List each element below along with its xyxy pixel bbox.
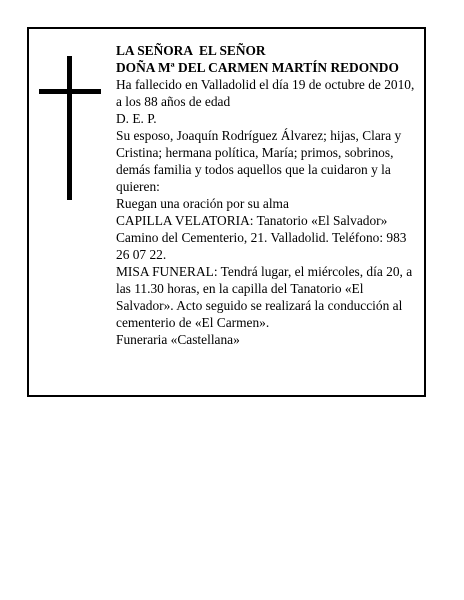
funeral-home: Funeraria «Castellana» xyxy=(116,332,240,347)
dep-line: D. E. P. xyxy=(116,111,157,126)
title-line: LA SEÑORA EL SEÑOR xyxy=(116,43,266,58)
death-info: Ha fallecido en Valladolid el día 19 de octubre de 2010, a los 88 años de edad xyxy=(116,77,415,109)
funeral-mass-info: MISA FUNERAL: Tendrá lugar, el miércoles, día 20, a las 11.30 horas, en la capilla del Tanatorio «El Salvador». Acto seguido se realizará la conducción al cementerio de «El Carmen». xyxy=(116,264,413,330)
cross-icon xyxy=(39,56,101,200)
cross-vertical-bar xyxy=(67,56,72,200)
prayer-request: Ruegan una oración por su alma xyxy=(116,196,289,211)
obituary-text xyxy=(116,42,423,348)
obituary-notice xyxy=(27,27,426,397)
cross-horizontal-bar xyxy=(39,89,101,94)
deceased-name: DOÑA Mª DEL CARMEN MARTÍN REDONDO xyxy=(116,60,399,75)
chapel-info: CAPILLA VELATORIA: Tanatorio «El Salvador» Camino del Cementerio, 21. Valladolid. Teléfono: 983 26 07 22. xyxy=(116,213,407,262)
family-line: Su esposo, Joaquín Rodríguez Álvarez; hijas, Clara y Cristina; hermana política, María; primos, sobrinos, demás familia y todos aquellos que la cuidaron y la quieren: xyxy=(116,128,402,194)
